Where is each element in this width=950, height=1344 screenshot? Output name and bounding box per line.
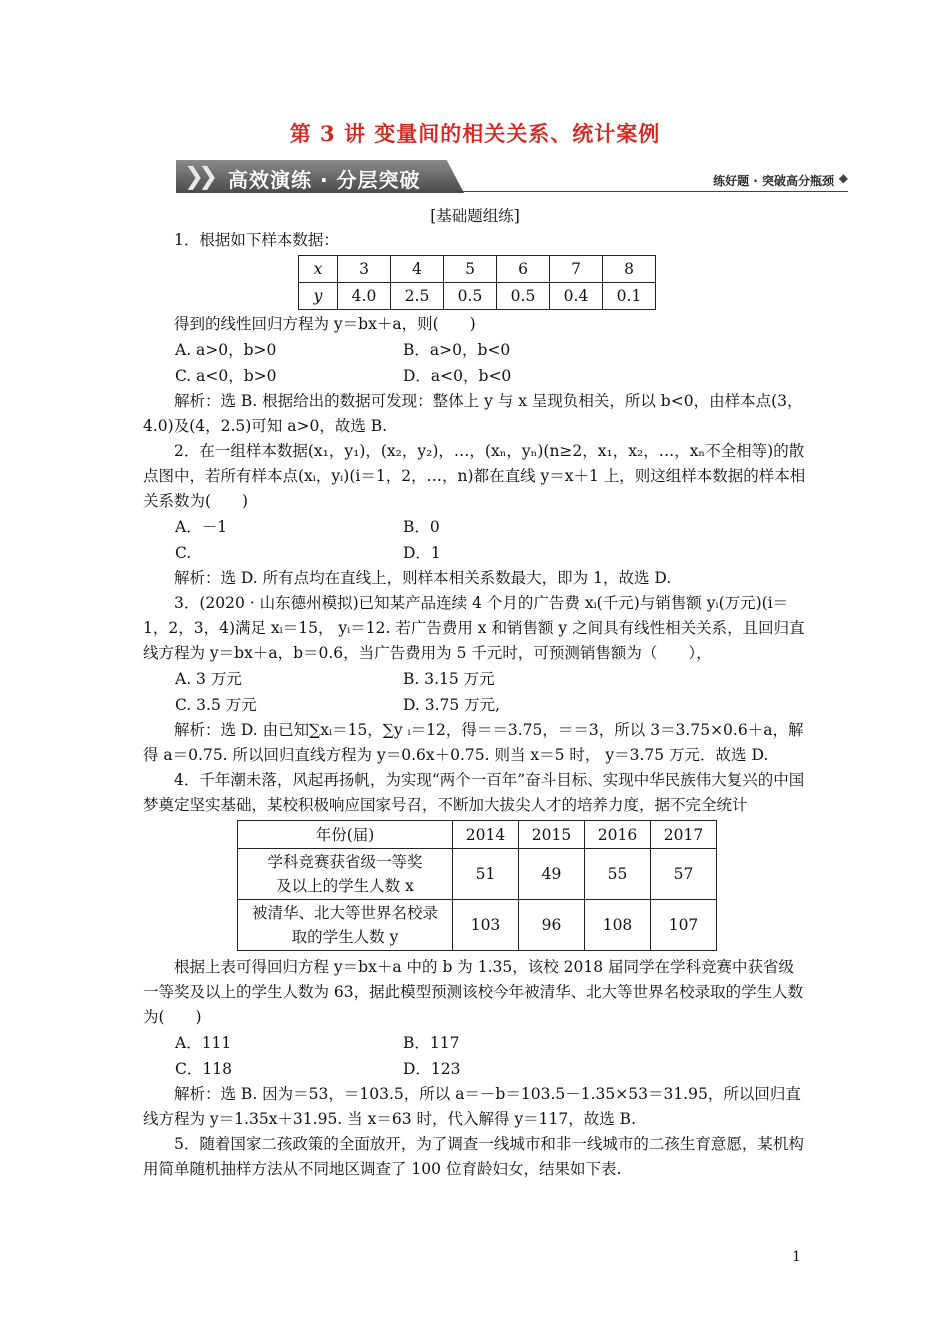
option-c: C. 3.5 万元 (175, 696, 257, 714)
content (143, 228, 808, 1182)
option-c: C. (175, 544, 192, 562)
table-cell: 4.0 (338, 283, 391, 310)
section-banner (176, 160, 848, 194)
q4-analysis: 解析：选 B. 因为＝53，＝103.5，所以 a＝－b＝103.5－1.35×53＝31.95，所以回归直线方程为 y＝1.35x＋31.95. 当 x＝63 时，代入解得 y＝117，故选 B. (143, 1085, 801, 1128)
table-cell: x (299, 256, 338, 283)
table-cell: 7 (550, 256, 603, 283)
table-cell: 3 (338, 256, 391, 283)
q4-question: 根据上表可得回归方程 y＝bx＋a 中的 b 为 1.35，该校 2018 届同学在学科竞赛中获省级一等奖及以上的学生人数为 63，据此模型预测该校今年被清华、北大等世界名校录取的学生人数为( ) (143, 958, 804, 1026)
table-row (238, 849, 717, 900)
option-b: B．a>0，b<0 (403, 341, 511, 359)
table-cell: 5 (444, 256, 497, 283)
q4-data-table (237, 820, 717, 951)
table-cell: 6 (497, 256, 550, 283)
option-d: D．123 (403, 1060, 461, 1078)
row-label-line: 取的学生人数 y (291, 928, 399, 946)
option-d: D．1 (403, 544, 441, 562)
table-header-cell: 2016 (585, 821, 651, 849)
q4-options-cd (143, 1056, 808, 1082)
q2-analysis: 解析：选 D. 所有点均在直线上，则样本相关系数最大，即为 1，故选 D. (174, 569, 672, 587)
q1-options-cd (143, 363, 808, 389)
double-chevron-icon: ❯❯ (184, 162, 213, 190)
row-label-line: 学科竞赛获省级一等奖 (267, 853, 423, 871)
table-header-cell: 2014 (453, 821, 519, 849)
q2-stem: 2．在一组样本数据(x₁，y₁)，(x₂，y₂)，…，(xₙ，yₙ)(n≥2，x₁，x₂，…，xₙ不全相等)的散点图中，若所有样本点(xᵢ，yᵢ)(i＝1，2，…，n)都在直线 y＝x＋1 上，则这组样本数据的样本相关系数为( ) (143, 442, 806, 510)
q4-stem: 4．千年潮未落，风起再扬帆，为实现“两个一百年”奋斗目标、实现中华民族伟大复兴的中国梦奠定坚实基础，某校积极响应国家号召，不断加大拔尖人才的培养力度，据不完全统计 (143, 771, 805, 814)
option-a: A. 3 万元 (175, 670, 242, 688)
section-label: [基础题组练] (430, 207, 520, 225)
row-label-line: 被清华、北大等世界名校录 (251, 904, 438, 922)
table-cell: 4 (391, 256, 444, 283)
q2-options-cd (143, 540, 808, 566)
q5-stem: 5．随着国家二孩政策的全面放开，为了调查一线城市和非一线城市的二孩生育意愿，某机构用简单随机抽样方法从不同地区调查了 100 位育龄妇女，结果如下表. (143, 1135, 804, 1178)
option-b: B．0 (403, 518, 440, 536)
q1-analysis: 解析：选 B. 根据给出的数据可发现：整体上 y 与 x 呈现负相关，所以 b<0，由样本点(3，4.0)及(4，2.5)可知 a>0，故选 B. (143, 392, 803, 435)
page-number: 1 (792, 1249, 801, 1265)
option-b: B. 3.15 万元 (403, 670, 495, 688)
q3-stem: 3．(2020 · 山东德州模拟)已知某产品连续 4 个月的广告费 xᵢ(千元)与销售额 yᵢ(万元)(i＝1，2，3，4)满足 xᵢ＝15， yᵢ＝12. 若广告费用 x 和销售额 y 之间具有线性相关关系，且回归直线方程为 y＝bx＋a，b＝0.6，当广告费用为 5 千元时，可预测销售额为（ ）， (143, 594, 805, 662)
option-c: C. a<0，b>0 (175, 367, 277, 385)
table-cell: 103 (453, 900, 519, 951)
table-row (299, 256, 656, 283)
table-cell: 57 (651, 849, 717, 900)
q3-analysis: 解析：选 D. 由已知∑xᵢ＝15，∑y ᵢ＝12，得＝＝3.75，＝＝3，所以 3＝3.75×0.6＋a，解得 a＝0.75. 所以回归直线方程为 y＝0.6x＋0.75. 则当 x＝5 时， y＝3.75 万元．故选 D. (143, 721, 804, 764)
table-row (238, 821, 717, 849)
table-cell: 8 (603, 256, 656, 283)
q1-options-ab (143, 337, 808, 363)
q3-options-cd (143, 692, 808, 718)
banner-subtitle: 练好题 · 突破高分瓶颈 (713, 174, 834, 188)
table-cell: 108 (585, 900, 651, 951)
option-b: B．117 (403, 1034, 460, 1052)
table-cell: y (299, 283, 338, 310)
diamond-icon: ◆ (838, 171, 848, 185)
option-c: C．118 (175, 1060, 232, 1078)
row-label-line: 及以上的学生人数 x (276, 877, 414, 895)
q4-options-ab (143, 1030, 808, 1056)
table-cell: 55 (585, 849, 651, 900)
table-cell: 51 (453, 849, 519, 900)
table-cell: 0.4 (550, 283, 603, 310)
table-row (238, 900, 717, 951)
table-cell: 107 (651, 900, 717, 951)
option-a: A．111 (175, 1034, 232, 1052)
banner-rule (456, 191, 848, 192)
option-d: D．a<0，b<0 (403, 367, 512, 385)
q2-options-ab (143, 514, 808, 540)
page-title: 第 3 讲 变量间的相关关系、统计案例 (289, 121, 661, 146)
table-header-cell: 年份(届) (238, 821, 453, 849)
table-header-cell: 2017 (651, 821, 717, 849)
table-cell: 96 (519, 900, 585, 951)
q1-question: 得到的线性回归方程为 y＝bx＋a，则( ) (174, 315, 476, 333)
table-header-cell: 2015 (519, 821, 585, 849)
table-cell: 0.1 (603, 283, 656, 310)
table-cell: 0.5 (497, 283, 550, 310)
option-d: D. 3.75 万元, (403, 696, 501, 714)
table-cell: 0.5 (444, 283, 497, 310)
table-cell: 49 (519, 849, 585, 900)
option-a: A. a>0，b>0 (175, 341, 277, 359)
table-row (299, 283, 656, 310)
q1-stem: 1．根据如下样本数据： (174, 231, 339, 249)
row-label (238, 849, 453, 900)
option-a: A．－1 (175, 518, 228, 536)
table-cell: 2.5 (391, 283, 444, 310)
row-label (238, 900, 453, 951)
banner-title: 高效演练 · 分层突破 (228, 168, 421, 192)
q3-options-ab (143, 666, 808, 692)
q1-data-table (298, 255, 656, 310)
